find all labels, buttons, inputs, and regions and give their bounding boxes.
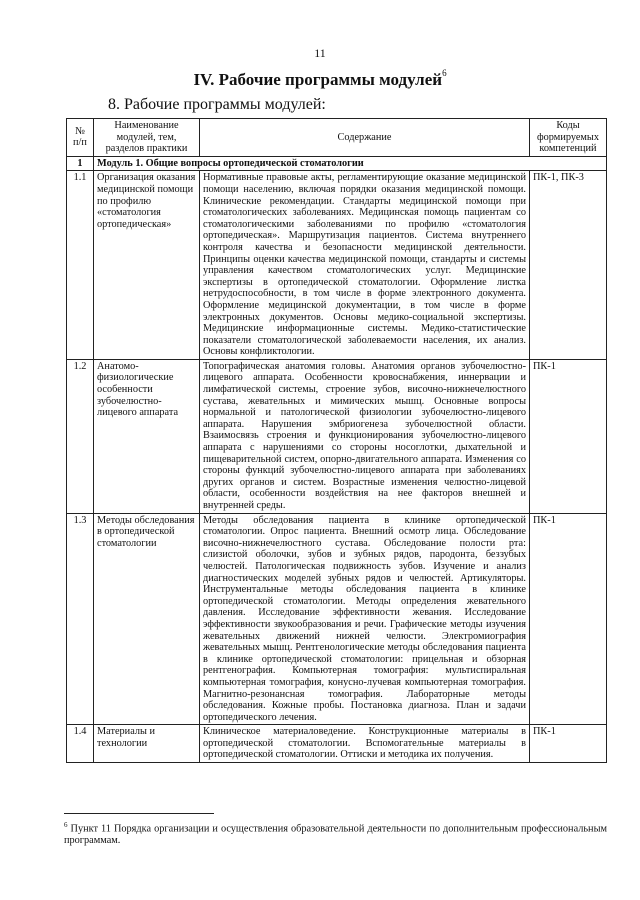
row-num: 1.4 — [67, 725, 94, 763]
header-codes: Коды формируемых компетенций — [530, 119, 607, 157]
row-num: 1.2 — [67, 359, 94, 513]
row-codes: ПК-1, ПК-3 — [530, 171, 607, 360]
module-programs-table — [66, 118, 607, 763]
table-header-row — [67, 119, 607, 157]
row-content: Топографическая анатомия головы. Анатомия органов зубочелюстно-лицевого аппарата. Особенности кровоснабжения, иннервации и лимфатической системы, строение зубов, височно-нижнечелюстного сустава, жевательных и мимических мышц. Основные вопросы нормальной и патологической физиологии зубочелюстно-лицевого аппарата. Нарушения эмбриогенеза зубочелюстной области. Взаимосвязь строения и функционирования зубочелюстно-лицевого аппарата с нарушениями со стороны носоглотки, дыхательной и пищеварительной систем, опорно-двигательного аппарата. Изменения со стороны функций зубочелюстно-лицевого аппарата при заболеваниях других органов и систем. Возрастные изменения челюстно-лицевой области, особенности воздействия на нее факторов внешней и внутренней среды. — [200, 359, 530, 513]
module-title: Модуль 1. Общие вопросы ортопедической стоматологии — [94, 156, 607, 171]
table-row — [67, 171, 607, 360]
table-row — [67, 513, 607, 725]
row-content: Методы обследования пациента в клинике ортопедической стоматологии. Опрос пациента. Внешний осмотр лица. Обследование височно-нижнечелюстного сустава. Обследование полости рта: слизистой оболочки, зубов и зубных рядов, пародонта, беззубых челюстей. Патологическая подвижность зубов. Изучение и анализ диагностических моделей зубных рядов и челюстей. Артикуляторы. Инструментальные методы обследования пациента в клинике ортопедической стоматологии. Методы определения жевательного давления. Исследование эффективности жевания. Исследование эффективности звукообразования и речи. Графические методы изучения жевательных движений нижней челюсти. Электромиография жевательных мышц. Рентгенологические методы обследования пациента в клинике ортопедической стоматологии: прицельная и обзорная рентгенография. Компьютерная томография: мультиспиральная компьютерная томография, конусно-лучевая компьютерная томография. Магнитно-резонансная томография. Лабораторные методы обследования. Кожные пробы. Постановка диагноза. План и задачи ортопедического лечения. — [200, 513, 530, 725]
subsection-title: 8. Рабочие программы модулей: — [108, 96, 326, 113]
module-num: 1 — [67, 156, 94, 171]
row-codes: ПК-1 — [530, 359, 607, 513]
row-content: Клиническое материаловедение. Конструкционные материалы в ортопедической стоматологии. Вспомогательные материалы в ортопедической стоматологии. Оттиски и методика их получения. — [200, 725, 530, 763]
header-name: Наименование модулей, тем, разделов практики — [94, 119, 200, 157]
row-num: 1.1 — [67, 171, 94, 360]
module-row — [67, 156, 607, 171]
footnote-text: Пункт 11 Порядка организации и осуществления образовательной деятельности по дополнительным профессиональным программам. — [64, 823, 608, 847]
table-row — [67, 359, 607, 513]
page-number: 11 — [314, 46, 326, 60]
row-content: Нормативные правовые акты, регламентирующие оказание медицинской помощи населению, включая порядки оказания медицинской помощи. Клинические рекомендации. Стандарты медицинской помощи при стоматологических заболеваниях. Медицинская помощь пациентам со стоматологическими заболеваниями по профилю «стоматология ортопедическая». Маршрутизация пациентов. Система внутреннего контроля качества и безопасности медицинской деятельности. Принципы оценки качества медицинской помощи, стандарты и системы управления качеством стоматологических услуг. Медицинские экспертизы в ортопедической стоматологии. Оформление листка нетрудоспособности, в том числе в форме электронного документа. Оформление медицинской документации, в том числе в форме электронных документов. Основы медико-социальной экспертизы. Медицинские информационные системы. Медико-статистические показатели стоматологической заболеваемости населения, их анализ. Основы конфликтологии. — [200, 171, 530, 360]
row-name: Организация оказания медицинской помощи по профилю «стоматология ортопедическая» — [94, 171, 200, 360]
row-codes: ПК-1 — [530, 725, 607, 763]
row-name: Методы обследования в ортопедической стоматологии — [94, 513, 200, 725]
row-name: Анатомо-физиологические особенности зубочелюстно-лицевого аппарата — [94, 359, 200, 513]
footnote-mark: 6 — [64, 821, 68, 829]
footnote-reference[interactable]: 6 — [442, 68, 447, 78]
header-content: Содержание — [200, 119, 530, 157]
footnote — [64, 819, 607, 847]
row-num: 1.3 — [67, 513, 94, 725]
table-row — [67, 725, 607, 763]
section-title — [0, 70, 640, 90]
section-title-text: IV. Рабочие программы модулей — [193, 70, 443, 89]
header-num: № п/п — [67, 119, 94, 157]
footnote-separator — [64, 813, 214, 814]
row-codes: ПК-1 — [530, 513, 607, 725]
row-name: Материалы и технологии — [94, 725, 200, 763]
